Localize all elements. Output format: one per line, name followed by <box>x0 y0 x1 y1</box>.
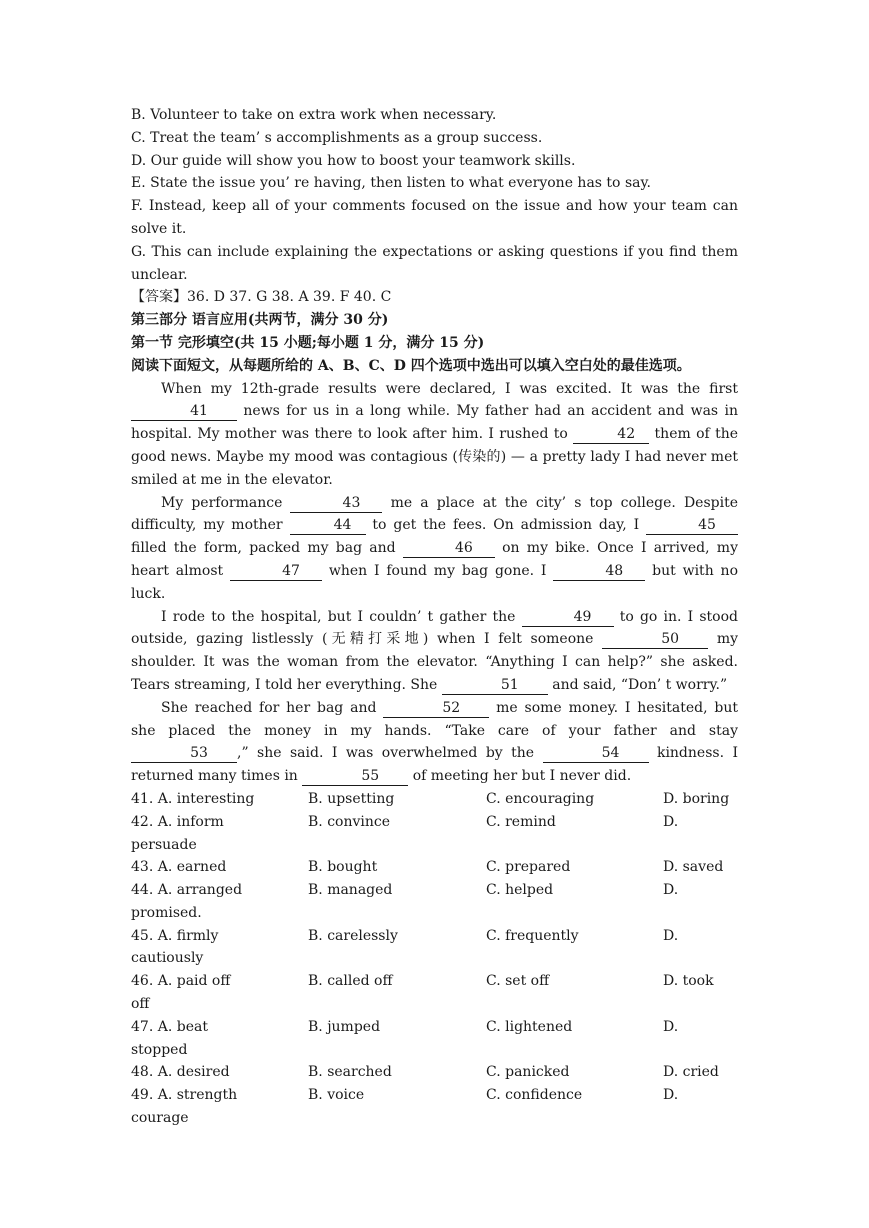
passage-text: and said, “Don’ t worry.” <box>547 676 728 693</box>
question-row-41 <box>131 788 738 811</box>
option-a: A. arranged <box>157 882 243 899</box>
blank-47: 47 <box>230 562 322 581</box>
passage-text: When my 12th-grade results were declared, I was excited. It was the first <box>161 380 738 397</box>
question-44-option-a <box>131 879 242 902</box>
question-49-option-a <box>131 1084 237 1107</box>
question-45-option-a <box>131 925 218 948</box>
question-47-option-d-wrap: stopped <box>131 1041 188 1058</box>
passage-text: but with no luck. <box>131 562 738 602</box>
question-44-option-c: C. helped <box>486 882 554 899</box>
question-42-option-d-wrap: persuade <box>131 836 197 853</box>
passage-text: ,” she said. I was overwhelmed by the <box>237 745 543 762</box>
blank-51: 51 <box>442 676 548 695</box>
question-number: 42. <box>131 813 154 830</box>
question-45-option-b: B. carelessly <box>308 927 398 944</box>
question-number: 45. <box>131 927 154 944</box>
question-number: 49. <box>131 1087 154 1104</box>
question-45-option-d-wrap: cautiously <box>131 950 204 967</box>
question-48-option-c: C. panicked <box>486 1064 570 1081</box>
question-number: 46. <box>131 973 154 990</box>
question-49-option-d: D. <box>663 1087 679 1104</box>
question-45-option-d: D. <box>663 927 679 944</box>
question-44-option-d-wrap: promised. <box>131 904 202 921</box>
blank-45: 45 <box>646 516 738 535</box>
option-a: A. earned <box>157 859 227 876</box>
question-42-option-d: D. <box>663 813 679 830</box>
question-49-option-b: B. voice <box>308 1087 365 1104</box>
blank-43: 43 <box>290 494 382 513</box>
question-number: 41. <box>131 790 154 807</box>
document-page <box>131 104 738 1130</box>
blank-50: 50 <box>602 630 708 649</box>
question-42-option-c: C. remind <box>486 813 556 830</box>
question-row-44 <box>131 879 738 902</box>
question-47-option-c: C. lightened <box>486 1018 573 1035</box>
option-a: A. paid off <box>157 973 231 990</box>
question-46-option-d: D. took <box>663 973 714 990</box>
question-46-option-c: C. set off <box>486 973 550 990</box>
question-45-option-c: C. frequently <box>486 927 579 944</box>
question-47-option-b: B. jumped <box>308 1018 381 1035</box>
question-row-45 <box>131 925 738 948</box>
question-48-option-d: D. cried <box>663 1064 719 1081</box>
option-b-line: B. Volunteer to take on extra work when necessary. <box>131 107 497 123</box>
option-a: A. beat <box>157 1018 208 1035</box>
question-row-48 <box>131 1061 738 1084</box>
option-a: A. strength <box>157 1087 238 1104</box>
passage-text: my shoulder. It was the woman from the elevator. “Anything I can help?” she asked. Tears streaming, I told her everything. She <box>131 631 739 693</box>
question-row-47 <box>131 1016 738 1039</box>
answer-line: 【答案】36. D 37. G 38. A 39. F 40. C <box>131 289 392 306</box>
question-42-option-b: B. convince <box>308 813 391 830</box>
passage-text: She reached for her bag and <box>161 699 384 716</box>
option-d-line: D. Our guide will show you how to boost your teamwork skills. <box>131 152 576 169</box>
question-number: 44. <box>131 882 154 899</box>
option-e-line: E. State the issue you’ re having, then listen to what everyone has to say. <box>131 175 651 192</box>
question-47-option-a <box>131 1016 208 1039</box>
question-41-option-d: D. boring <box>663 790 730 807</box>
question-43-option-b: B. bought <box>308 859 378 876</box>
question-number: 43. <box>131 859 154 876</box>
question-47-option-d: D. <box>663 1018 679 1035</box>
question-44-option-d: D. <box>663 882 679 899</box>
question-46-option-b: B. called off <box>308 973 393 990</box>
passage-text: on my bike. Once I arrived, my heart almost <box>131 540 738 579</box>
blank-49: 49 <box>522 608 614 627</box>
passage-text: them of the good news. Maybe my mood was contagious (传染的) — a pretty lady I had never met smiled at me in the elevator. <box>131 426 739 488</box>
passage-text: of meeting her but I never did. <box>408 768 632 785</box>
passage-text: to go in. I stood outside, gazing listlessly (无精打采地) when I felt someone <box>131 608 738 648</box>
blank-46: 46 <box>403 539 495 558</box>
question-43-option-c: C. prepared <box>486 859 571 876</box>
question-row-46 <box>131 970 738 993</box>
instruction-text: 阅读下面短文，从每题所给的 A、B、C、D 四个选项中选出可以填入空白处的最佳选项。 <box>131 357 691 374</box>
blank-42: 42 <box>573 425 649 444</box>
passage-text: My performance <box>161 494 291 511</box>
passage-text: me a place at the city’ s top college. Despite difficulty, my mother <box>131 494 738 534</box>
passage-paragraph-1 <box>131 378 738 492</box>
passage-text: when I found my bag gone. I <box>322 562 554 579</box>
question-49-option-c: C. confidence <box>486 1087 583 1104</box>
passage-text: to get the fees. On admission day, I <box>365 517 646 534</box>
question-row-49 <box>131 1084 738 1107</box>
part-title: 第三部分 语言应用(共两节，满分 30 分) <box>131 312 389 329</box>
question-41-option-c: C. encouraging <box>486 790 595 807</box>
question-43-option-a <box>131 856 226 879</box>
question-48-option-a <box>131 1061 230 1084</box>
question-44-option-b: B. managed <box>308 882 393 899</box>
question-41-option-b: B. upsetting <box>308 790 395 807</box>
question-46-option-d-wrap: off <box>131 996 150 1013</box>
blank-53: 53 <box>131 744 237 763</box>
option-a: A. firmly <box>157 927 219 944</box>
blank-44: 44 <box>290 516 366 535</box>
question-48-option-b: B. searched <box>308 1064 392 1081</box>
option-g-line: G. This can include explaining the expectations or asking questions if you find them unclear. <box>131 243 738 283</box>
passage-text: kindness. I returned many times in <box>131 745 738 785</box>
passage-paragraph-4 <box>131 697 738 788</box>
question-43-option-d: D. saved <box>663 859 724 876</box>
question-46-option-a <box>131 970 230 993</box>
question-row-42 <box>131 811 738 834</box>
blank-55: 55 <box>302 767 408 786</box>
question-49-option-d-wrap: courage <box>131 1110 189 1127</box>
passage-text: filled the form, packed my bag and <box>131 540 403 557</box>
question-row-43 <box>131 856 738 879</box>
question-number: 47. <box>131 1018 154 1035</box>
passage-text: me some money. I hesitated, but she placed the money in my hands. “Take care of your father and stay <box>131 699 738 739</box>
option-c-line: C. Treat the team’ s accomplishments as a group success. <box>131 129 543 146</box>
blank-41: 41 <box>131 402 237 421</box>
blank-54: 54 <box>543 744 649 763</box>
option-a: A. inform <box>157 813 224 830</box>
passage-text: news for us in a long while. My father had an accident and was in hospital. My mother was there to look after him. I rushed to <box>131 403 738 443</box>
question-42-option-a <box>131 811 224 834</box>
blank-48: 48 <box>553 562 645 581</box>
passage-paragraph-2 <box>131 492 738 606</box>
passage-paragraph-3 <box>131 606 738 697</box>
option-f-line: F. Instead, keep all of your comments focused on the issue and how your team can solve it. <box>131 198 738 237</box>
option-a: A. interesting <box>157 790 255 807</box>
question-number: 48. <box>131 1064 154 1081</box>
question-list <box>131 788 738 1130</box>
question-41-option-a <box>131 788 254 811</box>
option-a: A. desired <box>157 1064 230 1081</box>
blank-52: 52 <box>383 699 489 718</box>
passage-text: I rode to the hospital, but I couldn’ t gather the <box>161 608 522 625</box>
section-subtitle: 第一节 完形填空(共 15 小题;每小题 1 分，满分 15 分) <box>131 334 485 351</box>
